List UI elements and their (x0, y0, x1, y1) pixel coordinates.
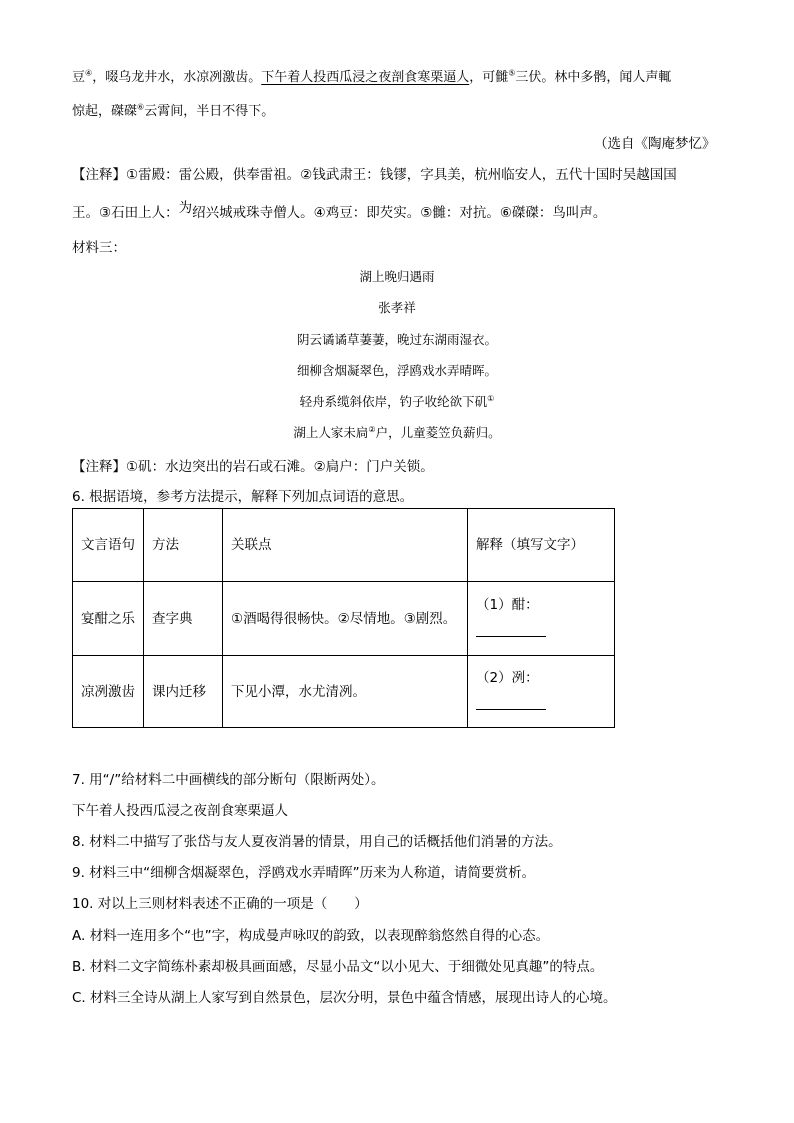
underlined-passage: 下午着人投西瓜浸之夜剖食寒栗逼人 (261, 70, 470, 85)
answer-blank[interactable] (476, 693, 546, 710)
table-row (73, 582, 615, 656)
poem-text: 户，儿童菱笠负薪归。 (375, 425, 501, 440)
q10-option-c: C. 材料三全诗从湖上人家写到自然景色，层次分明，景色中蕴含情感，展现出诗人的心境。 (72, 990, 617, 1006)
answer-label: （2）冽： (476, 669, 539, 686)
q9-prompt: 9. 材料三中“细柳含烟凝翠色，浮鸥戏水弄晴晖”历来为人称道，请简要赏析。 (72, 865, 536, 881)
q6-table (72, 508, 615, 728)
clue-cell: ①酒喝得很畅快。②尽情地。③剧烈。 (223, 582, 468, 656)
source-citation: （选自《陶庵梦忆》 (594, 136, 716, 152)
answer-label: （1）酣： (476, 596, 539, 613)
poem-line-1: 阴云谲谲草萋萋，晚过东湖雨湿衣。 (296, 332, 497, 347)
poem-line-4 (0, 423, 794, 441)
method-cell: 查字典 (144, 582, 223, 656)
notes-material2-line2 (72, 201, 606, 221)
notes-text: 绍兴城戒珠寺僧人。④鸡豆：即芡实。⑤雠：对抗。⑥磔磔：鸟叫声。 (192, 205, 607, 221)
poem-line-2: 细柳含烟凝翠色，浮鸥戏水弄晴晖。 (296, 363, 497, 378)
notes-material3: 【注释】①矶：水边突出的岩石或石滩。②扃户：门户关锁。 (72, 459, 434, 475)
q7-prompt: 7. 用“/”给材料二中画横线的部分断句（限断两处）。 (72, 772, 385, 788)
footnote-marker: ⑥ (137, 102, 145, 112)
m2-text: 惊起，磔磔 (72, 104, 138, 119)
notes-material2-line1: 【注释】①雷殿：雷公殿，供奉雷祖。②钱武肃王：钱镠，字具美，杭州临安人，五代十国时吴越国国 (72, 167, 677, 183)
notes-text: 为 (178, 200, 193, 216)
notes-text: 王。③石田上人： (72, 205, 179, 221)
sentence-cell: 宴酣之乐 (73, 582, 144, 656)
poem-title: 湖上晚归遇雨 (359, 269, 435, 284)
table-row (73, 656, 615, 728)
method-cell: 课内迁移 (144, 656, 223, 728)
header-cell: 关联点 (223, 509, 468, 582)
footnote-marker: ② (368, 424, 376, 434)
table-header-row (73, 509, 615, 582)
answer-blank[interactable] (476, 620, 546, 637)
q6-prompt: 6. 根据语境，参考方法提示，解释下列加点词语的意思。 (72, 489, 414, 505)
material2-line-2 (72, 100, 274, 119)
q10-prompt: 10. 对以上三则材料表述不正确的一项是（ ） (72, 896, 368, 912)
answer-cell (468, 656, 615, 728)
clue-cell: 下见小潭，水尤清冽。 (223, 656, 468, 728)
sentence-cell: 凉冽激齿 (73, 656, 144, 728)
poem-text: 湖上人家未扃 (293, 425, 369, 440)
answer-cell (468, 582, 615, 656)
m2-text: ，啜乌龙井水，水凉冽激齿。 (92, 70, 262, 85)
q7-text: 下午着人投西瓜浸之夜剖食寒栗逼人 (72, 803, 288, 819)
poem-line-3 (0, 392, 794, 410)
m2-text: 三伏。林中多鹘，闻人声輒 (515, 70, 672, 85)
footnote-marker: ① (487, 393, 495, 403)
header-cell: 方法 (144, 509, 223, 582)
material3-label: 材料三： (72, 240, 126, 256)
material2-line-1 (72, 66, 671, 85)
q8-prompt: 8. 材料二中描写了张岱与友人夏夜消暑的情景，用自己的话概括他们消暑的方法。 (72, 834, 562, 850)
m2-text: 豆 (72, 70, 86, 85)
q10-option-a: A. 材料一连用多个“也”字，构成曼声咏叹的韵致，以表现醉翁悠然自得的心态。 (72, 928, 550, 944)
m2-text: 云霄间，半日不得下。 (144, 104, 275, 119)
footnote-marker: ④ (85, 68, 93, 78)
poem-text: 轻舟系缆斜依岸，钓子收纶欲下矶 (299, 394, 488, 409)
m2-text: ，可雠 (469, 70, 509, 85)
poem-author: 张孝祥 (378, 300, 416, 315)
footnote-marker: ⑤ (508, 68, 516, 78)
q10-option-b: B. 材料二文字简练朴素却极具画面感，尽显小品文“以小见大、于细微处见真趣”的特点。 (72, 959, 604, 975)
header-cell: 解释（填写文字） (468, 509, 615, 582)
header-cell: 文言语句 (73, 509, 144, 582)
